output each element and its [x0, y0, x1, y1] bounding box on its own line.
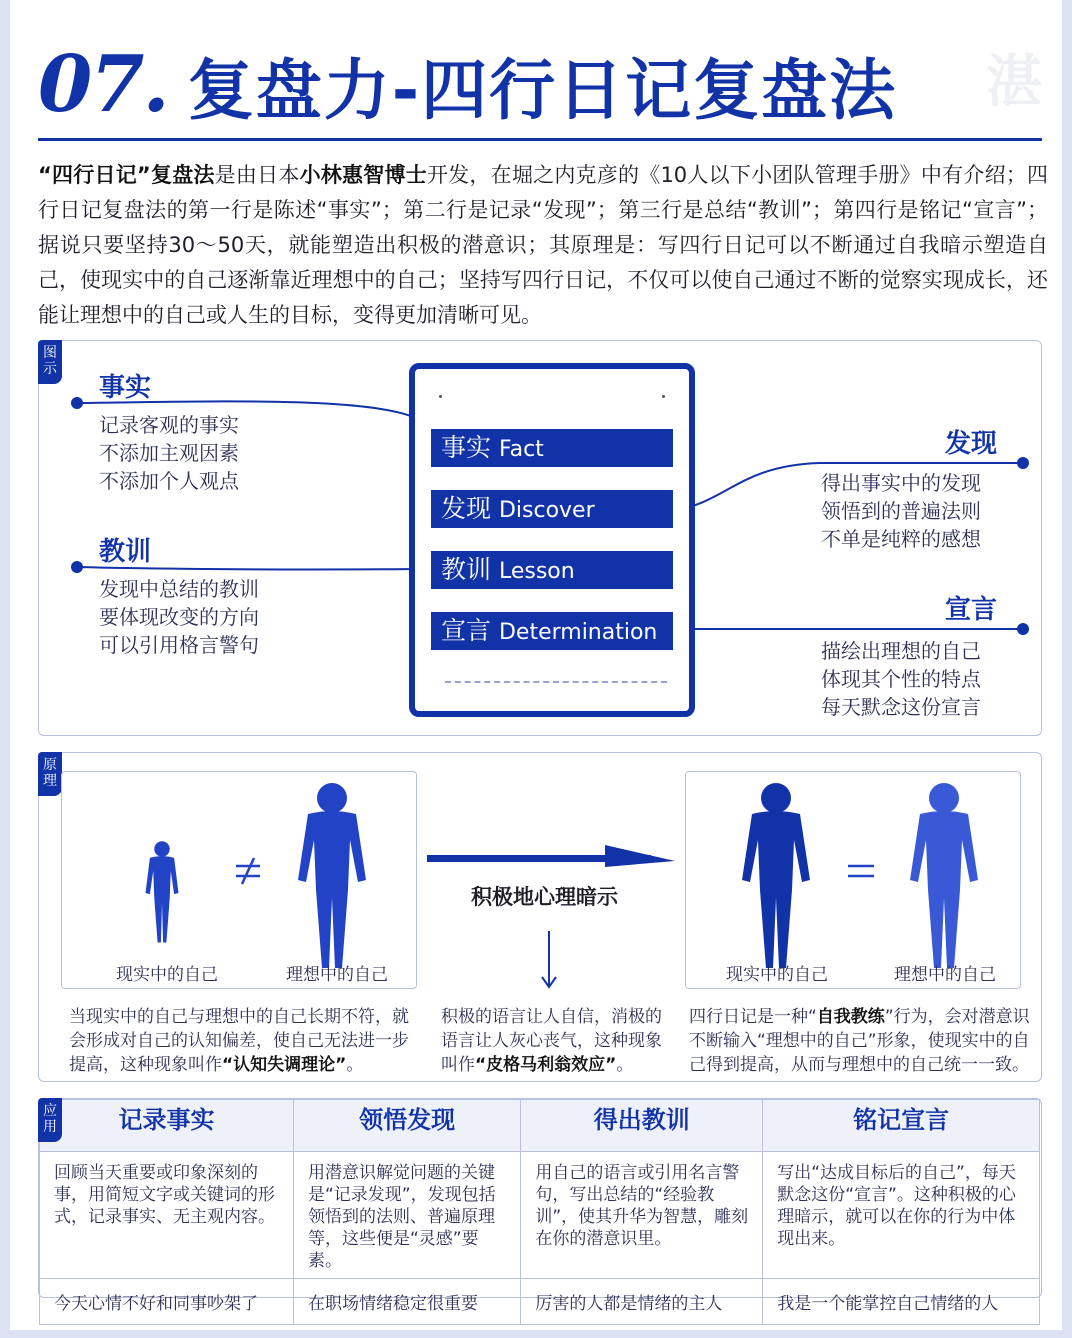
notebook-row-determination: [431, 612, 673, 650]
column-description: 用潜意识解觉问题的关键是“记录发现”，发现包括领悟到的法则、普遍原理等，这些便是“灵感”要素。: [293, 1152, 520, 1279]
notebook-row-cn: 发现: [441, 494, 492, 523]
paragraph-text-run: 。: [616, 1055, 634, 1075]
paragraph-text-run: 当现实中的自己与理想中的自己长期不符，就会形成对自己的认知偏差，使自己无法进一步提高，这种现象叫作: [69, 1007, 409, 1075]
dissonance-paragraph: [69, 1005, 419, 1077]
notebook-row-en: Fact: [498, 437, 544, 462]
column-example: 今天心情不好和同事吵架了: [40, 1279, 294, 1325]
intro-text-run: 小林惠智博士: [299, 163, 427, 187]
column-example: 在职场情绪稳定很重要: [293, 1279, 520, 1325]
fact-dot: [71, 397, 83, 409]
table-row: [40, 1279, 1040, 1325]
notebook-row-cn: 宣言: [441, 616, 492, 645]
discover-line: 不单是纯粹的感想: [821, 527, 981, 551]
declare-line: 描绘出理想的自己: [821, 639, 981, 663]
application-table: [39, 1099, 1040, 1325]
column-header: 记录事实: [40, 1100, 294, 1152]
column-description: 写出“达成目标后的自己”，每天默念这份“宣言”。这种积极的心理暗示，就可以在你的行为中体现出来。: [763, 1152, 1040, 1279]
arrow-label: 积极地心理暗示: [471, 885, 618, 909]
table-row: [40, 1152, 1040, 1279]
notebook-row-cn: 事实: [441, 433, 492, 462]
paragraph-text-run: 积极的语言让人自信，消极的语言让人灰心丧气，这种现象叫作: [441, 1007, 662, 1075]
paragraph-text-run: ”行为，会对潜意识不断输入“理想中的自己”形象，使现实中的自己得到提高，从而与理想中的自己统一一致。: [689, 1007, 1030, 1075]
big-arrow-head: [605, 845, 675, 867]
intro-text-run: 是由日本: [214, 163, 300, 187]
lesson-line: 要体现改变的方向: [99, 605, 259, 629]
paragraph-text-run: 自我教练: [816, 1007, 885, 1027]
declare-lines: [821, 637, 981, 721]
discover-lines: [821, 469, 981, 553]
declare-dot: [1017, 623, 1029, 635]
notebook-row-en: Discover: [498, 498, 595, 523]
real-self-label: 现实中的自己: [116, 965, 218, 985]
title-divider: [38, 138, 1042, 141]
lesson-line: 发现中总结的教训: [99, 577, 259, 601]
fact-line: 不添加主观因素: [99, 441, 239, 465]
notebook-row-en: Determination: [498, 620, 658, 645]
pygmalion-paragraph: [441, 1005, 669, 1077]
discover-line: 领悟到的普遍法则: [821, 499, 981, 523]
title: [38, 24, 898, 130]
fact-line: 不添加个人观点: [99, 469, 239, 493]
equal-icon: [848, 866, 874, 876]
notebook-row-fact: [431, 429, 673, 467]
notebook-row-lesson: [431, 551, 673, 589]
self-coaching-paragraph: [689, 1005, 1035, 1077]
principle-tag: 原理: [38, 752, 62, 796]
fact-lines: [99, 411, 239, 495]
column-example: 我是一个能掌控自己情绪的人: [763, 1279, 1040, 1325]
notebook-tick: [439, 395, 442, 398]
watermark-logo: 湛: [986, 50, 1042, 115]
column-header: 领悟发现: [293, 1100, 520, 1152]
application-panel: [38, 1098, 1042, 1314]
notebook-row-discover: [431, 490, 673, 528]
column-header: 铭记宣言: [763, 1100, 1040, 1152]
discover-dot: [1017, 457, 1029, 469]
declare-line: 每天默念这份宣言: [821, 695, 981, 719]
notebook-row-en: Lesson: [498, 559, 575, 584]
title-text: 复盘力-四行日记复盘法: [187, 52, 898, 129]
intro-text-run: “四行日记”复盘法: [38, 163, 215, 187]
paragraph-text-run: 。: [346, 1055, 364, 1075]
notebook-row-cn: 教训: [441, 555, 492, 584]
ideal-self-label: 理想中的自己: [286, 965, 388, 985]
declare-line: 体现其个性的特点: [821, 667, 981, 691]
notebook-dashed-line: [445, 681, 667, 683]
lesson-dot: [71, 561, 83, 573]
equal-figure-box: [685, 771, 1021, 989]
intro-paragraph: [38, 158, 1048, 333]
notebook-tick: [662, 395, 665, 398]
ideal-self-label: 理想中的自己: [894, 965, 996, 985]
lesson-lines: [99, 575, 259, 659]
principle-panel: [38, 752, 1042, 1082]
application-tag: 应用: [38, 1098, 62, 1142]
discover-title: 发现: [945, 429, 998, 459]
real-person-icon: [742, 783, 810, 968]
paragraph-text-run: 四行日记是一种“: [689, 1007, 817, 1027]
fact-line: 记录客观的事实: [99, 413, 239, 437]
equal-figures: [686, 772, 1022, 990]
title-number: 07.: [38, 39, 168, 130]
column-description: 用自己的语言或引用名言警句，写出总结的“经验教训”，使其升华为智慧，雕刻在你的潜意识里。: [521, 1152, 763, 1279]
infographic-page: [10, 0, 1062, 1330]
ideal-person-icon: [910, 783, 978, 968]
four-line-notebook: [409, 363, 695, 717]
lesson-title: 教训: [99, 537, 152, 567]
fact-title: 事实: [99, 373, 152, 403]
diagram-tag: 图示: [38, 340, 62, 384]
column-header: 得出教训: [521, 1100, 763, 1152]
real-self-label: 现实中的自己: [726, 965, 828, 985]
intro-text-run: 开发，在堀之内克彦的《10人以下小团队管理手册》中有介绍；四行日记复盘法的第一行是陈述“事实”；第二行是记录“发现”；第三行是总结“教训”；第四行是铭记“宣言”；据说只要坚持30～50天，就能塑造出积极的潜意识；其原理是：写四行日记可以不断通过自我暗示塑造自己，使现实中的自己逐渐靠近理想中的自己；坚持写四行日记，不仅可以使自己通过不断的觉察实现成长，还能让理想中的自己或人生的目标，变得更加清晰可见。: [38, 163, 1049, 327]
diagram-panel: [38, 340, 1042, 736]
paragraph-text-run: “认知失调理论”: [222, 1055, 347, 1075]
column-example: 厉害的人都是情绪的主人: [521, 1279, 763, 1325]
lesson-line: 可以引用格言警句: [99, 633, 259, 657]
column-description: 回顾当天重要或印象深刻的事，用简短文字或关键词的形式，记录事实、无主观内容。: [40, 1152, 294, 1279]
declare-title: 宣言: [945, 595, 998, 625]
discover-line: 得出事实中的发现: [821, 471, 981, 495]
table-header-row: [40, 1100, 1040, 1152]
paragraph-text-run: “皮格马利翁效应”: [475, 1055, 617, 1075]
